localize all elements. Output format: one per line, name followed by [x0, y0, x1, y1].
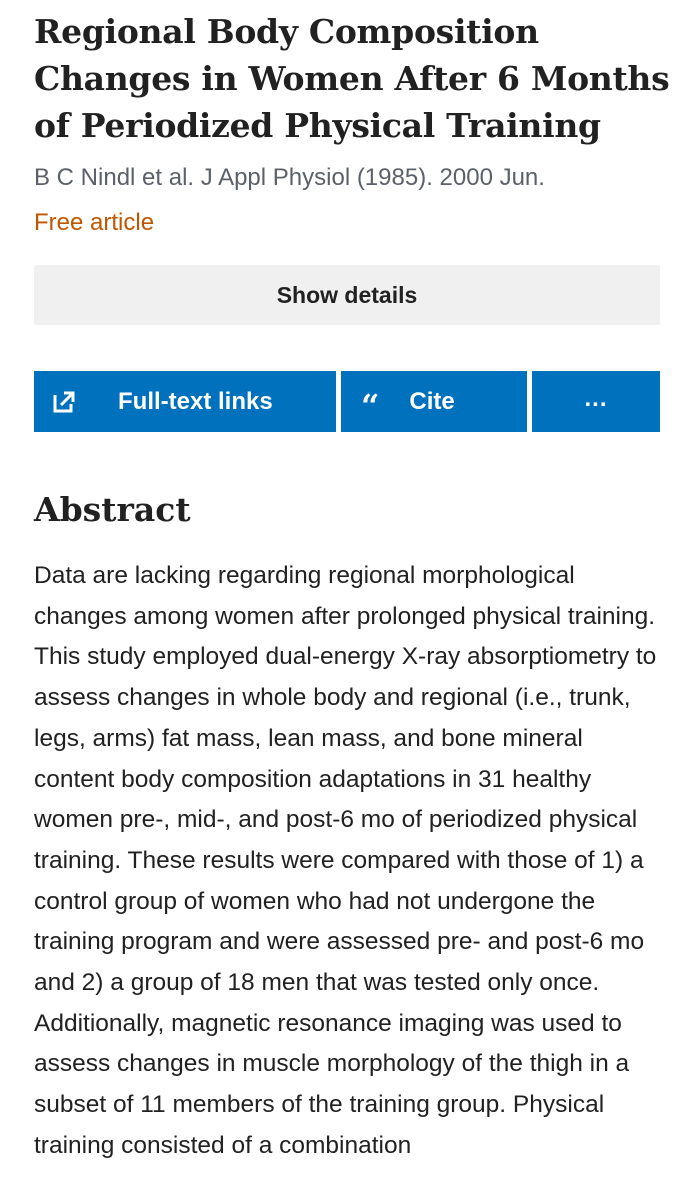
cite-label: Cite	[409, 387, 455, 415]
action-bar	[34, 371, 660, 432]
more-actions-button[interactable]	[532, 371, 660, 432]
full-text-links-button[interactable]	[34, 371, 336, 432]
more-actions-label: ...	[584, 384, 608, 412]
abstract-text: Data are lacking regarding regional morphological changes among women after prolonged physical training. This study employed dual-energy X-ray absorptiometry to assess changes in whole body and regional (i.e., trunk, legs, arms) fat mass, lean mass, and bone mineral content body composition adaptations in 31 healthy women pre-, mid-, and post-6 mo of periodized physical training. These results were compared with those of 1) a control group of women who had not undergone the training program and were assessed pre- and post-6 mo and 2) a group of 18 men that was tested only once. Additionally, magnetic resonance imaging was used to assess changes in muscle morphology of the thigh in a subset of 11 members of the training group. Physical training consisted of a combination	[34, 562, 657, 1159]
quote-icon: “	[361, 386, 380, 425]
article-title: Regional Body Composition Changes in Women After 6 Months of Periodized Physical Training	[34, 12, 670, 145]
abstract-heading: Abstract	[34, 490, 191, 529]
full-text-links-label: Full-text links	[118, 387, 273, 415]
article-citation: B C Nindl et al. J Appl Physiol (1985). 2000 Jun.	[34, 164, 545, 191]
free-article-label: Free article	[34, 209, 155, 236]
cite-button[interactable]	[341, 371, 527, 432]
external-link-icon	[52, 388, 80, 416]
show-details-button[interactable]: Show details	[34, 265, 660, 325]
